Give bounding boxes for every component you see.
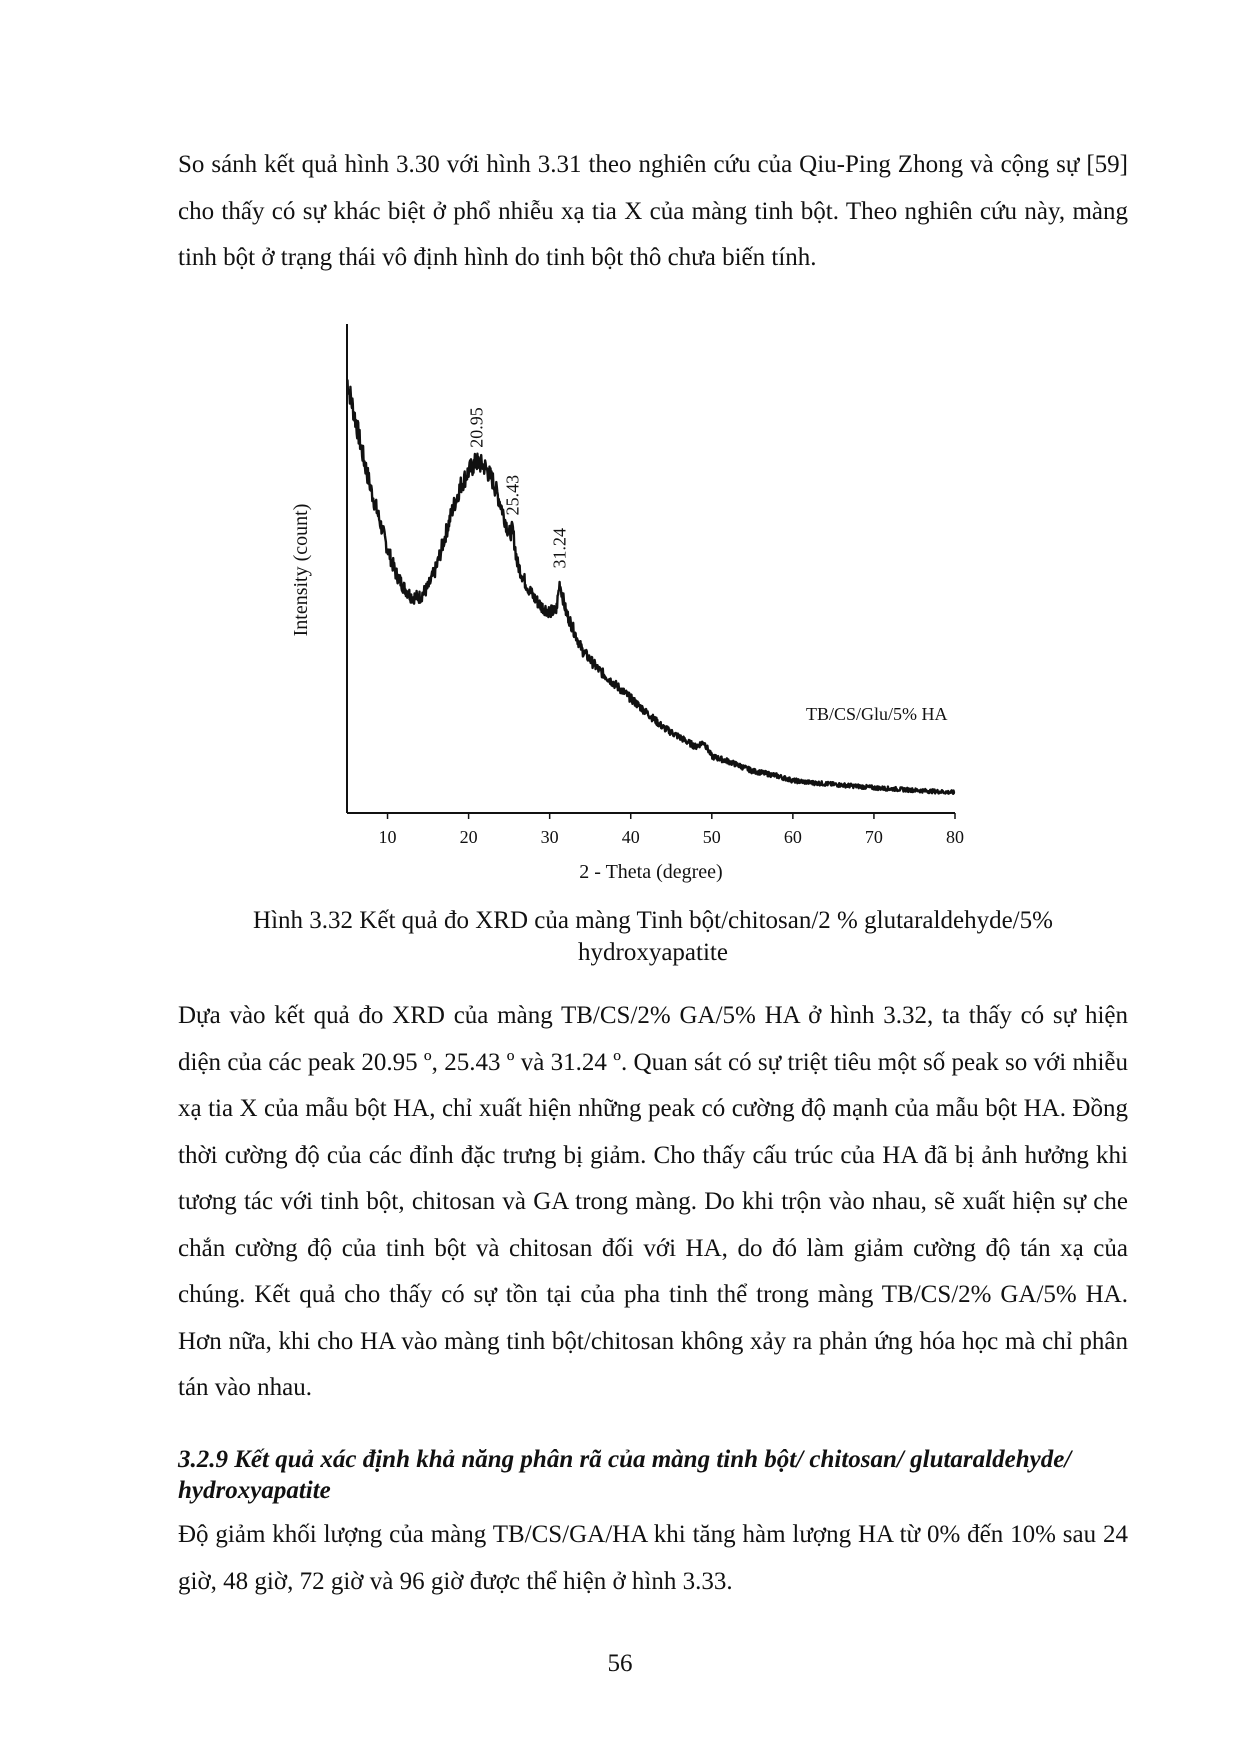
x-ticks <box>379 813 964 847</box>
intro-paragraph: So sánh kết quả hình 3.30 với hình 3.31 theo nghiên cứu của Qiu-Ping Zhong và cộng sự [59] cho thấy có sự khác biệt ở phổ nhiễu xạ tia X của màng tinh bột. Theo nghiên cứu này, màng tinh bột ở trạng thái vô định hình do tinh bột thô chưa biến tính. <box>178 151 1128 271</box>
discussion-paragraph: Dựa vào kết quả đo XRD của màng TB/CS/2% GA/5% HA ở hình 3.32, ta thấy có sự hiện diện của các peak 20.95 º, 25.43 º và 31.24 º. Quan sát có sự triệt tiêu một số peak so với nhiễu xạ tia X của mẫu bột HA, chỉ xuất hiện những peak có cường độ mạnh của mẫu bột HA. Đồng thời cường độ của các đỉnh đặc trưng bị giảm. Cho thấy cấu trúc của HA đã bị ảnh hưởng khi tương tác với tinh bột, chitosan và GA trong màng. Do khi trộn vào nhau, sẽ xuất hiện sự che chắn cường độ của tinh bột và chitosan đối với HA, do đó làm giảm cường độ tán xạ của chúng. Kết quả cho thấy có sự tồn tại của pha tinh thể trong màng TB/CS/2% GA/5% HA. Hơn nữa, khi cho HA vào màng tinh bột/chitosan không xảy ra phản ứng hóa học mà chỉ phân tán vào nhau. <box>178 1002 1128 1401</box>
next-paragraph: Độ giảm khối lượng của màng TB/CS/GA/HA khi tăng hàm lượng HA từ 0% đến 10% sau 24 giờ, 48 giờ, 72 giờ và 96 giờ được thể hiện ở hình 3.33. <box>178 1521 1128 1595</box>
y-axis-label: Intensity (count) <box>290 503 312 637</box>
xrd-series-line <box>347 380 955 794</box>
x-tick-label: 30 <box>540 827 559 847</box>
peak-label: 31.24 <box>549 527 570 569</box>
x-tick-label: 60 <box>783 827 802 847</box>
x-tick-label: 70 <box>864 827 883 847</box>
peak-labels <box>466 407 569 568</box>
x-axis-label: 2 - Theta (degree) <box>579 861 723 883</box>
peak-label: 20.95 <box>466 407 487 448</box>
xrd-chart <box>290 318 990 898</box>
section-heading: 3.2.9 Kết quả xác định khả năng phân rã của màng tinh bột/ chitosan/ glutaraldehyde/ hydroxyapatite <box>178 1446 1072 1504</box>
x-tick-label: 20 <box>459 827 478 847</box>
peak-label: 25.43 <box>502 474 523 516</box>
x-tick-label: 10 <box>378 827 397 847</box>
x-tick-label: 40 <box>621 827 640 847</box>
x-tick-label: 50 <box>702 827 721 847</box>
page-number: 56 <box>607 1650 633 1677</box>
x-tick-label: 80 <box>946 827 964 847</box>
series-annotation: TB/CS/Glu/5% HA <box>806 704 948 724</box>
plot-axes <box>347 324 955 813</box>
figure-caption: Hình 3.32 Kết quả đo XRD của màng Tinh bột/chitosan/2 % glutaraldehyde/5% hydroxyapatite <box>253 907 1053 966</box>
